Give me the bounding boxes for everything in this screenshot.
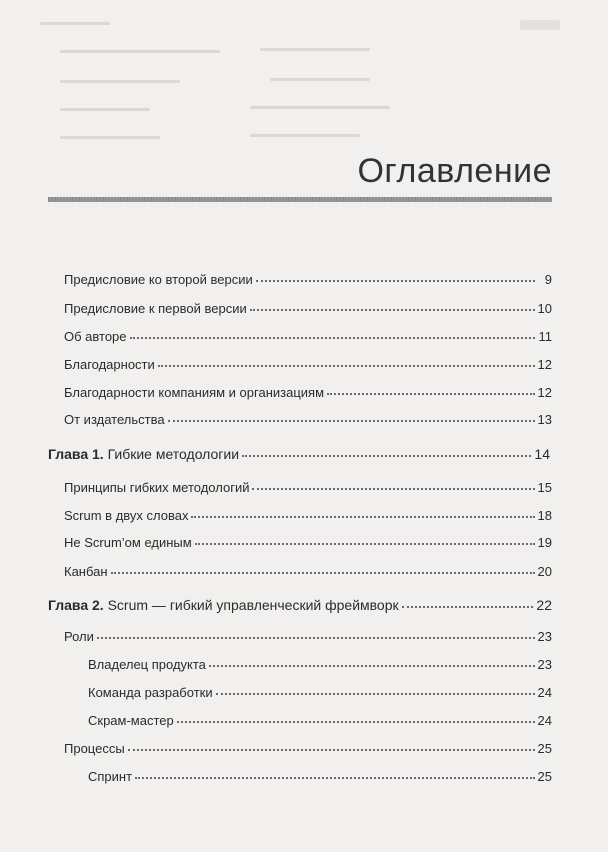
toc-entry-page: 25: [537, 741, 552, 756]
toc-entry-page: 12: [537, 357, 552, 372]
toc-entry-page: 23: [537, 657, 552, 672]
dot-leader: [158, 364, 535, 367]
dot-leader: [242, 454, 531, 457]
toc-entry-page: 11: [538, 329, 552, 344]
toc-entry[interactable]: [64, 329, 552, 344]
toc-chapter-entry[interactable]: [48, 597, 552, 613]
dot-leader: [252, 487, 534, 490]
toc-subentry[interactable]: [88, 713, 552, 728]
toc-entry-label: Благодарности: [64, 357, 155, 372]
toc-entry-label: Принципы гибких методологий: [64, 480, 250, 495]
dot-leader: [216, 692, 535, 695]
dot-leader: [402, 605, 534, 608]
chapter-number: Глава 1.: [48, 446, 104, 462]
toc-entry-page: 14: [534, 446, 550, 462]
toc-entry-label: Команда разработки: [88, 685, 213, 700]
toc-subentry[interactable]: [88, 769, 552, 784]
toc-subentry[interactable]: [88, 657, 552, 672]
toc-entry-label: Скрам-мастер: [88, 713, 174, 728]
toc-entry-label: Scrum в двух словах: [64, 508, 189, 523]
toc-entry[interactable]: [64, 535, 552, 550]
toc-entry-label: Спринт: [88, 769, 133, 784]
toc-entry-page: 23: [537, 629, 552, 644]
toc-entry-label: От издательства: [64, 412, 165, 427]
dot-leader: [195, 542, 535, 545]
toc-entry-label: Благодарности компаниям и организациям: [64, 385, 325, 400]
dot-leader: [111, 571, 535, 574]
toc-entry-page: 15: [537, 480, 552, 495]
toc-entry[interactable]: [64, 508, 552, 523]
toc-chapter-entry[interactable]: [48, 446, 550, 462]
toc-entry-page: 24: [537, 713, 552, 728]
toc-subentry[interactable]: [88, 685, 552, 700]
toc-entry-label: [48, 446, 239, 462]
toc-entry[interactable]: [64, 301, 552, 316]
chapter-title: Гибкие методологии: [103, 446, 240, 462]
toc-entry-label: Процессы: [64, 741, 125, 756]
dot-leader: [177, 720, 535, 723]
chapter-number: Глава 2.: [48, 597, 104, 613]
dot-leader: [256, 279, 535, 282]
dot-leader: [135, 776, 534, 779]
toc-entry-page: 20: [537, 564, 552, 579]
toc-entry[interactable]: [64, 412, 552, 427]
toc-entry[interactable]: [64, 741, 552, 756]
toc-entry-label: [48, 597, 399, 613]
toc-entry-page: 24: [537, 685, 552, 700]
dot-leader: [97, 636, 535, 639]
toc-entry[interactable]: [64, 629, 552, 644]
toc-entry-page: 10: [537, 301, 552, 316]
toc-entry-page: 13: [537, 412, 552, 427]
toc-entry-page: 9: [544, 272, 552, 287]
toc-entry-page: 22: [536, 597, 552, 613]
toc-entry-page: 18: [537, 508, 552, 523]
dot-leader: [168, 419, 535, 422]
toc-entry-label: Предисловие ко второй версии: [64, 272, 253, 287]
toc-entry-page: 19: [537, 535, 552, 550]
toc-entry-label: Предисловие к первой версии: [64, 301, 247, 316]
chapter-title: Scrum — гибкий управленческий фреймворк: [103, 597, 399, 613]
toc-entry[interactable]: [64, 357, 552, 372]
dot-leader: [128, 748, 535, 751]
toc-entry[interactable]: [64, 272, 552, 287]
toc-entry-page: 25: [537, 769, 552, 784]
toc-entry-label: Канбан: [64, 564, 108, 579]
toc-entry[interactable]: [64, 564, 552, 579]
dot-leader: [130, 336, 535, 339]
toc-entry[interactable]: [64, 385, 552, 400]
toc-entry-page: 12: [537, 385, 552, 400]
toc-entry-label: Об авторе: [64, 329, 127, 344]
page-title: Оглавление: [357, 152, 552, 190]
dot-leader: [191, 515, 534, 518]
toc-entry[interactable]: [64, 480, 552, 495]
dot-leader: [327, 392, 535, 395]
dot-leader: [250, 308, 535, 311]
dot-leader: [209, 664, 535, 667]
toc-entry-label: Не Scrum’ом единым: [64, 535, 192, 550]
toc-entry-label: Владелец продукта: [88, 657, 206, 672]
toc-entry-label: Роли: [64, 629, 94, 644]
